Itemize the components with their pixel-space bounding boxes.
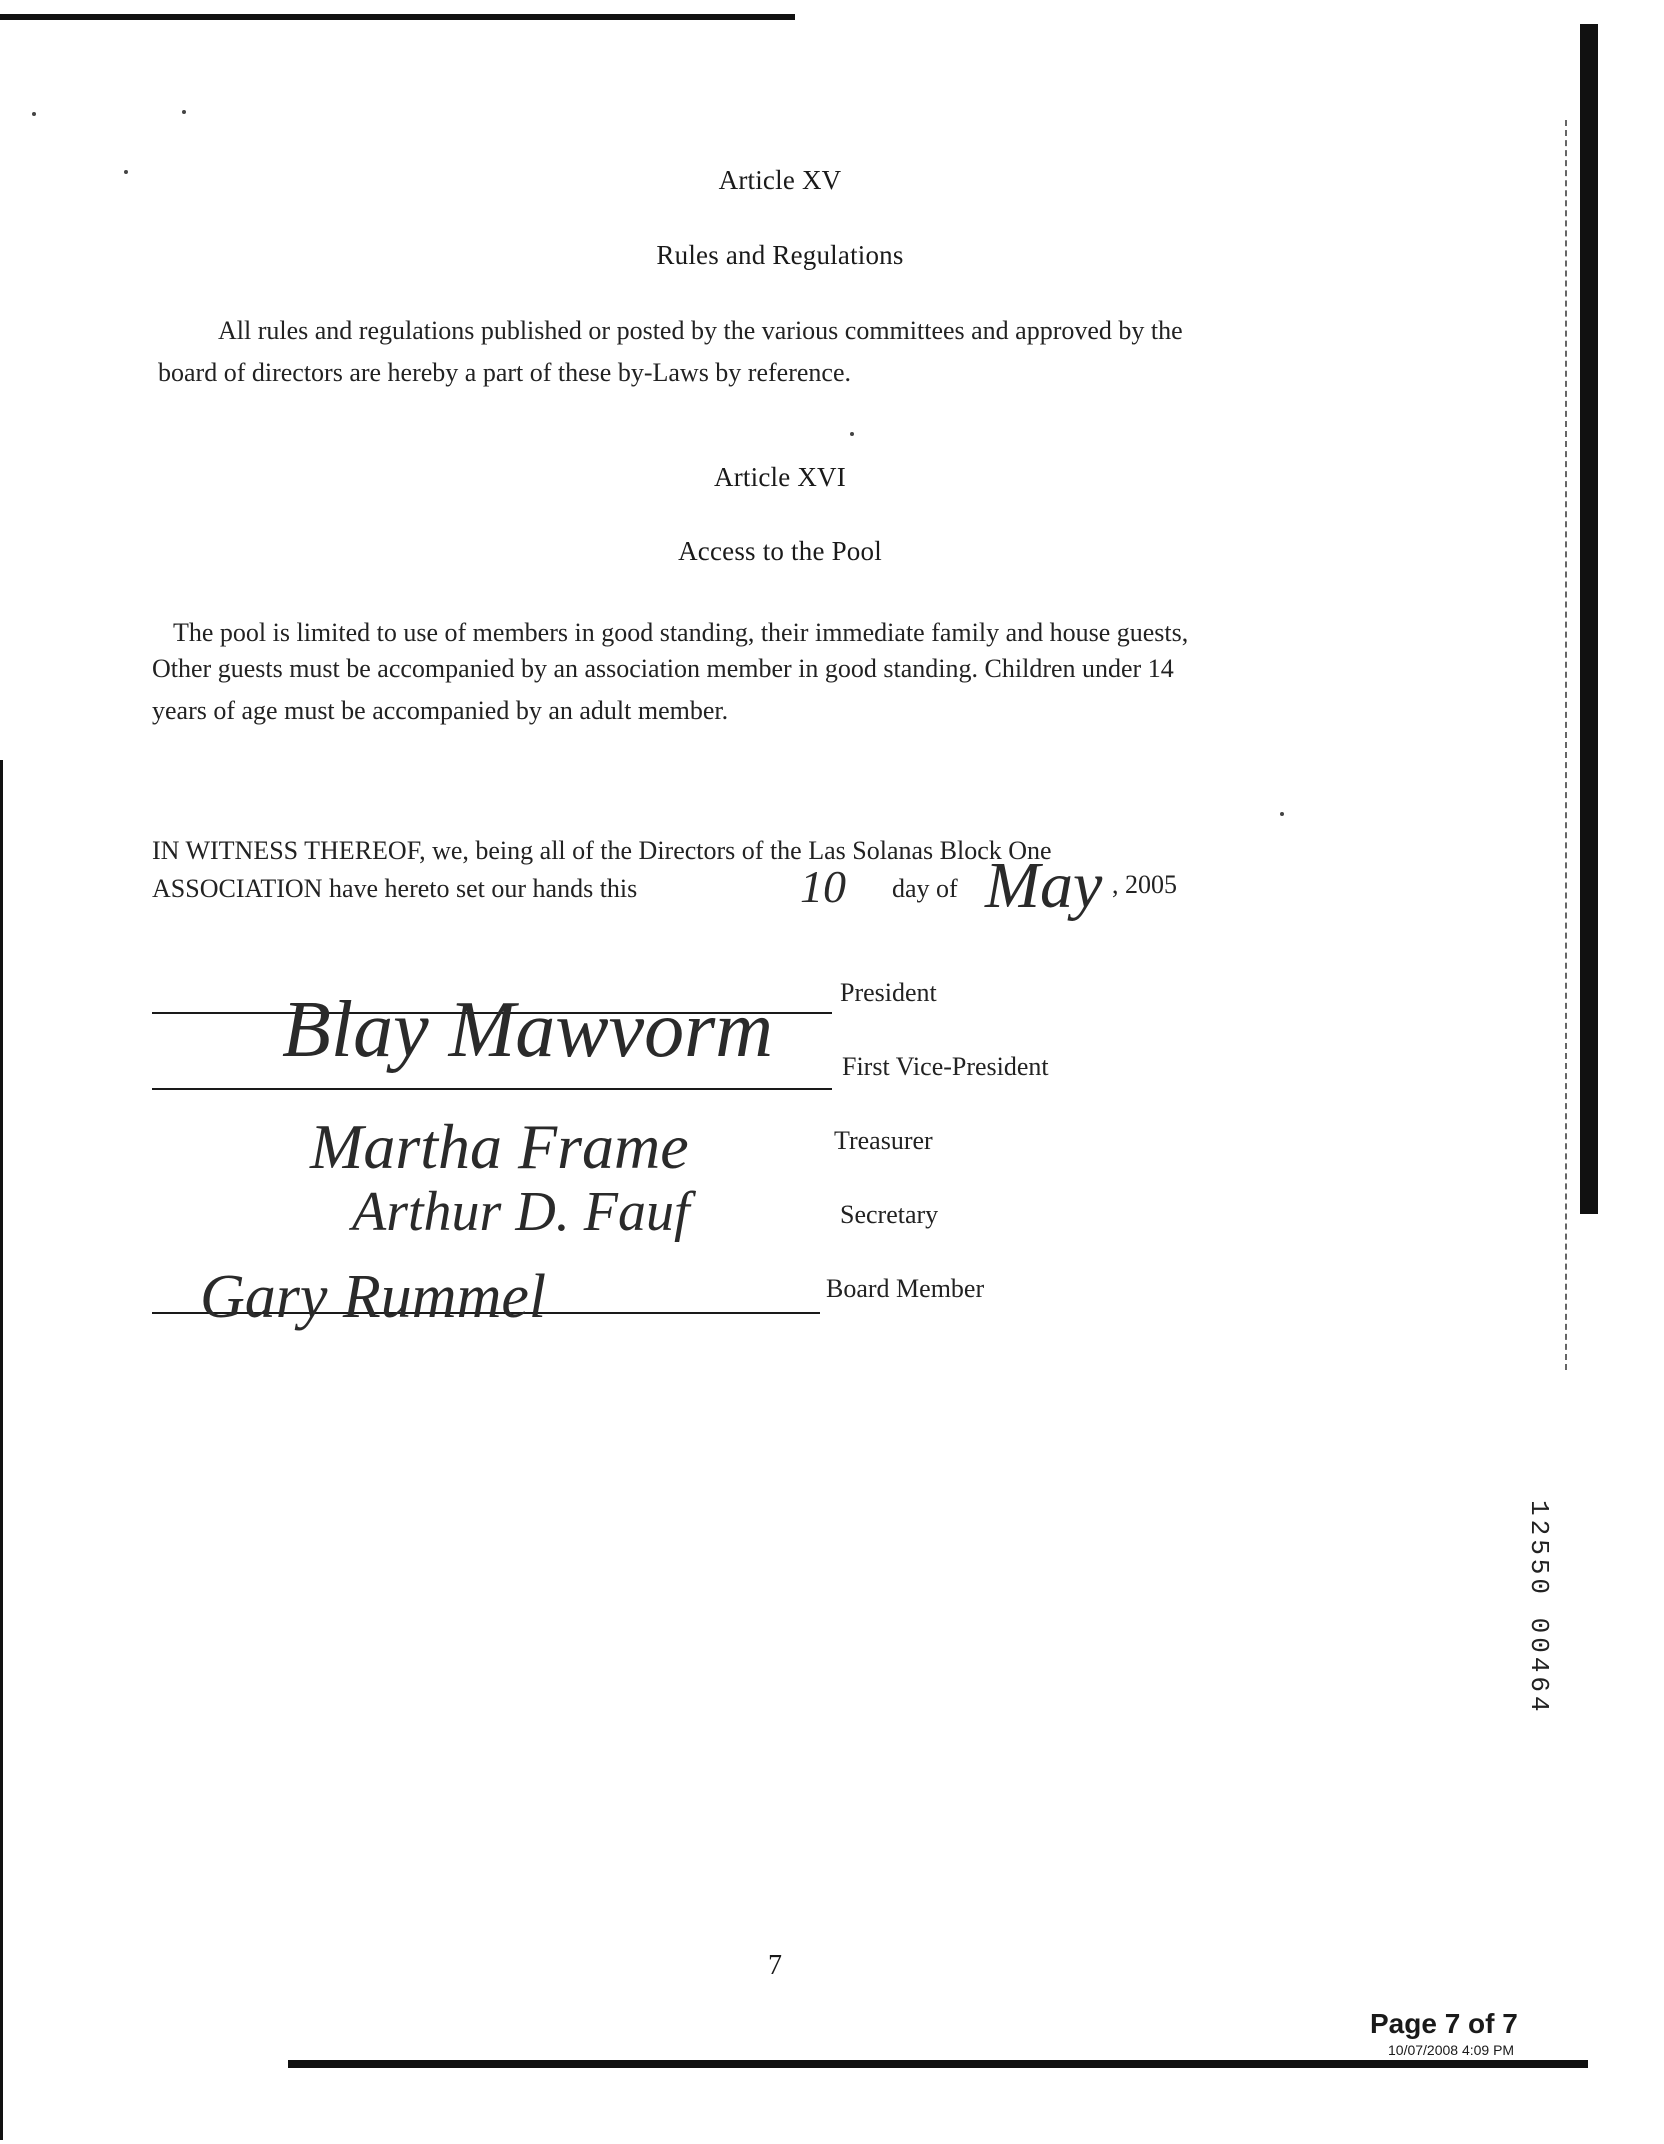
witness-year: , 2005 xyxy=(1112,870,1177,899)
scan-bottom-border xyxy=(288,2060,1588,2068)
signature-secretary-text: Arthur D. Fauf xyxy=(352,1181,690,1243)
scan-left-edge xyxy=(0,760,3,2140)
article-16-body-line3: years of age must be accompanied by an adult member. xyxy=(152,696,729,725)
scan-right-dashes xyxy=(1565,120,1567,1370)
witness-line1: IN WITNESS THEREOF, we, being all of the Directors of the Las Solanas Block One xyxy=(152,836,1052,865)
article-15-title: Article XV xyxy=(718,165,842,195)
speck xyxy=(1280,812,1284,816)
handwritten-month-text: May xyxy=(985,849,1103,922)
article-15-subtitle: Rules and Regulations xyxy=(656,240,904,270)
scan-right-border xyxy=(1580,24,1598,1214)
witness-line2-prefix: ASSOCIATION have hereto set our hands this xyxy=(152,874,638,903)
speck xyxy=(850,432,854,436)
signature-line-first-vice-president xyxy=(152,1088,832,1090)
handwritten-day xyxy=(800,860,846,913)
article-15-body-line1: All rules and regulations published or posted by the various committees and approved by the xyxy=(218,316,1183,345)
signature-president-text: Blay Mawvorm xyxy=(282,986,774,1074)
role-treasurer: Treasurer xyxy=(834,1126,933,1155)
handwritten-month xyxy=(985,848,1102,924)
footer-timestamp: 10/07/2008 4:09 PM xyxy=(1388,2042,1515,2058)
page-number: 7 xyxy=(768,1950,782,1981)
article-15-body-line2: board of directors are hereby a part of these by-Laws by reference. xyxy=(158,358,851,387)
speck xyxy=(182,110,186,114)
signature-treasurer xyxy=(310,1110,689,1184)
role-first-vice-president: First Vice-President xyxy=(842,1052,1049,1081)
signature-board-member xyxy=(200,1262,546,1333)
signature-treasurer-text: Martha Frame xyxy=(310,1111,689,1182)
witness-day-of: day of xyxy=(892,874,958,903)
footer-page-label: Page 7 of 7 xyxy=(1370,2008,1518,2039)
article-16-body-line2: Other guests must be accompanied by an association member in good standing. Children under 14 xyxy=(152,654,1174,683)
scan-top-border xyxy=(0,14,795,20)
role-board-member: Board Member xyxy=(826,1274,985,1303)
article-16-title: Article XVI xyxy=(714,462,846,492)
handwritten-day-text: 10 xyxy=(800,861,846,912)
article-16-body-line1: The pool is limited to use of members in good standing, their immediate family and house guests, xyxy=(173,618,1189,647)
signature-president xyxy=(282,985,773,1076)
signature-secretary xyxy=(352,1180,690,1244)
signature-board-member-text: Gary Rummel xyxy=(200,1263,547,1331)
role-secretary: Secretary xyxy=(840,1200,939,1229)
article-16-subtitle: Access to the Pool xyxy=(678,536,882,566)
margin-document-number xyxy=(1494,1500,1554,1800)
role-president: President xyxy=(840,978,937,1007)
speck xyxy=(32,112,36,116)
margin-document-number-text: 12550 00464 xyxy=(1524,1500,1554,1716)
